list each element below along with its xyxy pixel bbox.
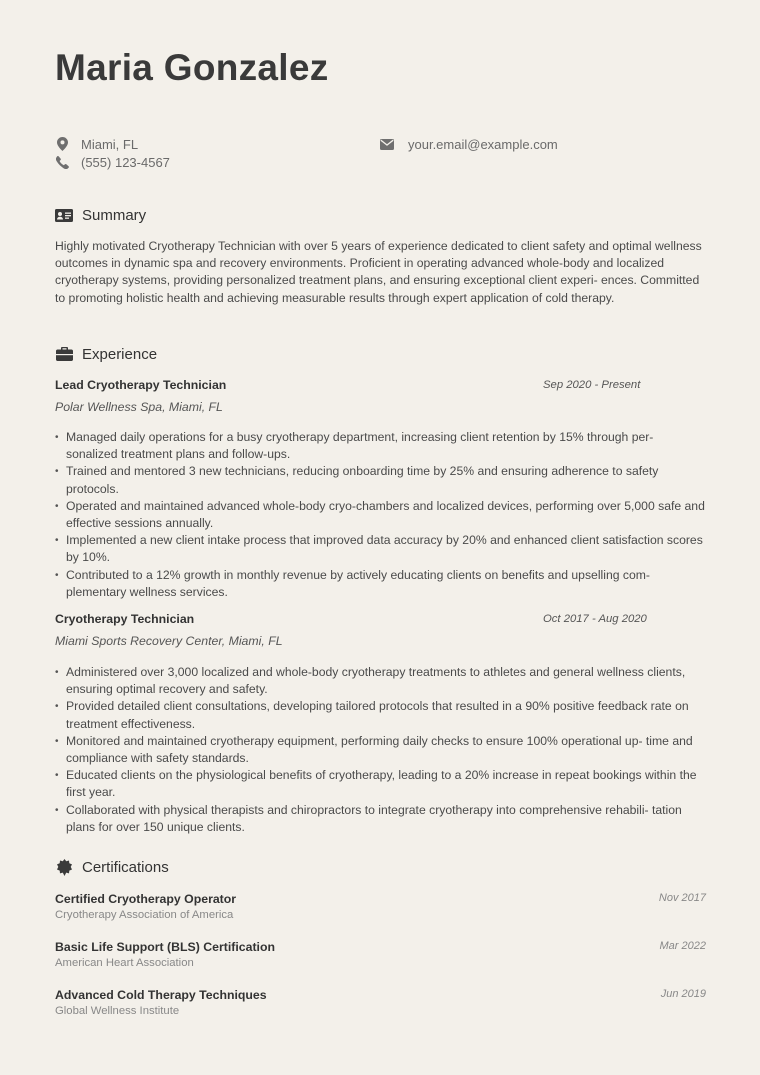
briefcase-icon <box>55 345 73 363</box>
phone-icon <box>55 155 69 169</box>
location-text: Miami, FL <box>81 136 139 152</box>
job-title: Cryotherapy Technician <box>55 612 195 626</box>
id-card-icon <box>55 206 73 224</box>
contact-location <box>55 135 138 153</box>
cert-issuer: Cryotherapy Association of America <box>55 909 234 921</box>
email-link[interactable]: your.email@example.com <box>408 136 558 152</box>
envelope-icon <box>380 137 394 151</box>
cert-name: Certified Cryotherapy Operator <box>55 892 237 906</box>
summary-title: Summary <box>82 206 147 224</box>
list-item: • Provided detailed client consultations, developing tailored protocols that resulted in a 90% positive feedback rate on treatment effectiveness. <box>55 698 707 732</box>
job-date: Oct 2017 - Aug 2020 <box>543 613 647 625</box>
map-pin-icon <box>55 137 69 151</box>
list-item: • Contributed to a 12% growth in monthly revenue by actively educating clients on benefits and upselling com- plementary wellness services. <box>55 567 707 601</box>
certifications-title: Certifications <box>82 858 169 876</box>
job-bullets <box>55 664 707 836</box>
list-item: • Collaborated with physical therapists and chiropractors to integrate cryotherapy into comprehensive rehabili- tation plans for over 150 unique clients. <box>55 802 707 836</box>
cert-date: Mar 2022 <box>659 940 706 952</box>
list-item: • Trained and mentored 3 new technicians, reducing onboarding time by 25% and ensuring adherence to safety protocols. <box>55 463 707 497</box>
badge-icon <box>55 858 73 876</box>
cert-date: Jun 2019 <box>660 988 706 1000</box>
contact-email <box>380 135 558 153</box>
experience-heading <box>55 344 157 364</box>
list-item: • Operated and maintained advanced whole-body cryo-chambers and localized devices, performing over 5,000 safe and effective sessions annually. <box>55 498 707 532</box>
list-item: • Implemented a new client intake process that improved data accuracy by 20% and enhanced client satisfaction scores by 10%. <box>55 532 707 566</box>
job-date: Sep 2020 - Present <box>543 379 641 391</box>
job-bullets <box>55 429 707 601</box>
cert-name: Basic Life Support (BLS) Certification <box>55 940 275 954</box>
certifications-heading <box>55 857 169 877</box>
cert-date: Nov 2017 <box>658 892 706 904</box>
job-company: Miami Sports Recovery Center, Miami, FL <box>55 634 283 648</box>
phone-text: (555) 123-4567 <box>81 154 170 170</box>
cert-issuer: American Heart Association <box>55 957 194 969</box>
cert-issuer: Global Wellness Institute <box>55 1005 180 1017</box>
candidate-name: Maria Gonzalez <box>55 47 329 88</box>
list-item: • Managed daily operations for a busy cryotherapy department, increasing client retention by 15% through per- sonalized treatment plans and follow-ups. <box>55 429 707 463</box>
job-company: Polar Wellness Spa, Miami, FL <box>55 400 223 414</box>
list-item: • Educated clients on the physiological benefits of cryotherapy, leading to a 20% increase in repeat bookings within the first year. <box>55 767 707 801</box>
list-item: • Administered over 3,000 localized and whole-body cryotherapy treatments to athletes and general wellness clients, ensuring optimal recovery and safety. <box>55 664 707 698</box>
summary-heading <box>55 205 146 225</box>
contact-phone <box>55 153 170 171</box>
list-item: • Monitored and maintained cryotherapy equipment, performing daily checks to ensure 100% operational up- time and compliance with safety standards. <box>55 733 707 767</box>
cert-name: Advanced Cold Therapy Techniques <box>55 988 267 1002</box>
experience-title: Experience <box>82 345 158 363</box>
summary-text: Highly motivated Cryotherapy Technician with over 5 years of experience dedicated to client safety and optimal wellness outcomes in dynamic spa and recovery environments. Proficient in operating advanced whole-body and localized cryotherapy systems, providing personalized treatment plans, and ensuring exceptional client experi- ences. Committed to promoting holistic health and achieving measurable results through expert application of cold therapy. <box>55 239 702 305</box>
job-title: Lead Cryotherapy Technician <box>55 378 227 392</box>
